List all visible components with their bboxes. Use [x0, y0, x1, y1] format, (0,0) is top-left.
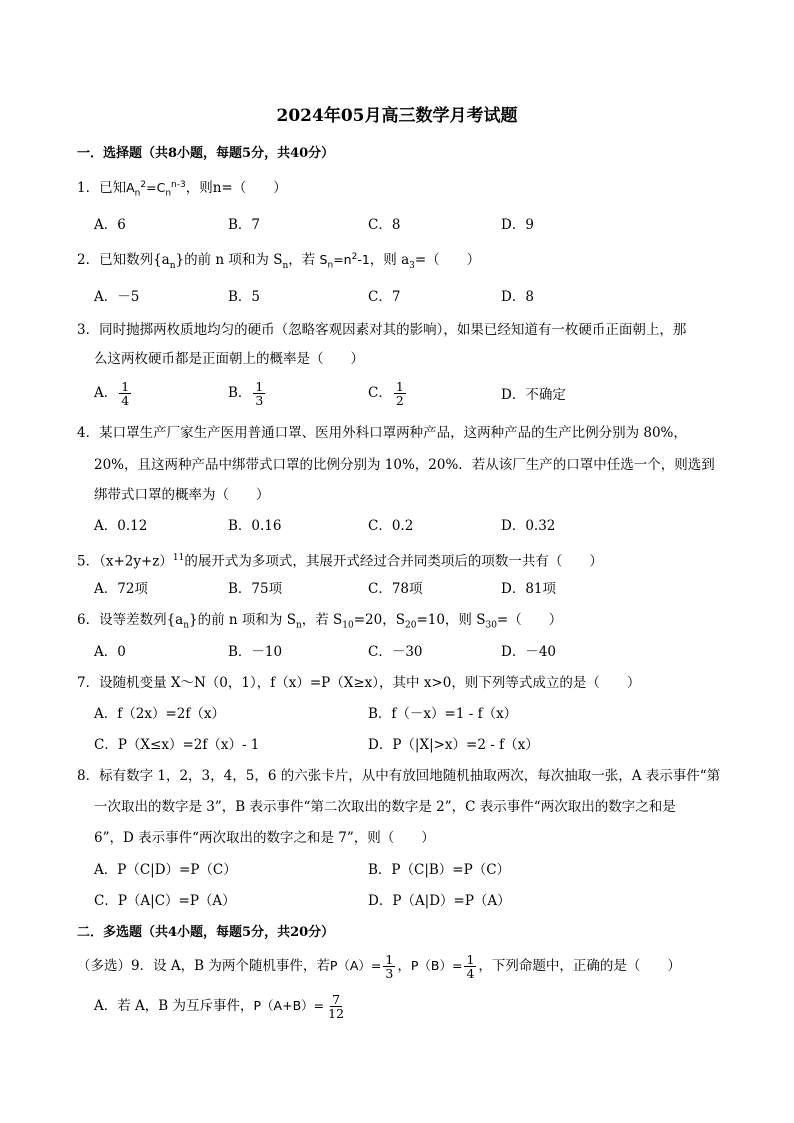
q3-option-c: C． $\frac{1}{2}$	[368, 379, 404, 408]
q3-option-d: D．不确定	[501, 387, 566, 403]
question-8-line-1: 8．标有数字 1，2，3，4，5，6 的六张卡片，从中有放回地随机抽取两次，每次抽取一张，A 表示事件“第	[77, 768, 721, 784]
q2-option-d: D．8	[501, 289, 534, 305]
q8-option-a: A．P（C|D）=P（C）	[94, 862, 237, 878]
q7-option-d: D．P（|X|>x）=2 - f（x）	[368, 737, 539, 753]
question-8-line-3: 6”，D 表示事件“两次取出的数字之和是 7”，则（ ）	[94, 830, 435, 846]
section-heading-single-choice: 一．选择题（共8小题，每题5分，共40分）	[77, 146, 335, 161]
question-3-line-2: 么这两枚硬币都是正面朝上的概率是（ ）	[94, 351, 364, 367]
q5-option-a: A．72项	[94, 581, 148, 597]
q6-option-b: B．－10	[228, 644, 283, 660]
question-7: 7．设随机变量 X～N（0，1），f（x）=P（X≥x），其中 x>0，则下列等式成立的是（ ）	[77, 675, 641, 691]
q4-option-d: D．0.32	[501, 518, 556, 534]
q4-option-b: B．0.16	[228, 518, 282, 534]
q1-option-a: A．6	[94, 217, 126, 233]
q7-option-a: A．f（2x）=2f（x）	[94, 706, 225, 722]
q5-option-d: D．81项	[501, 581, 557, 597]
q3-option-b: B． $\frac{1}{3}$	[228, 379, 264, 408]
question-3-line-1: 3．同时抛掷两枚质地均匀的硬币（忽略客观因素对其的影响），如果已经知道有一枚硬币正面朝上，那	[77, 322, 687, 338]
question-4-line-1: 4．某口罩生产厂家生产医用普通口罩、医用外科口罩两种产品，这两种产品的生产比例分别为 80%，	[77, 425, 687, 441]
question-5: 5．$(x+2y+z)^{11}$的展开式为多项式，其展开式经过合并同类项后的项数一共有（ ）	[77, 553, 603, 570]
q6-option-c: C．－30	[368, 644, 423, 660]
q1-option-c: C．8	[368, 217, 401, 233]
q2-option-b: B．5	[228, 289, 261, 305]
q2-option-a: A．－5	[94, 289, 140, 305]
q7-option-c: C．P（X≤x）=2f（x）- 1	[94, 737, 260, 753]
q7-option-b: B．f（－x）=1 - f（x）	[368, 706, 518, 722]
section-heading-multiple-choice: 二．多选题（共4小题，每题5分，共20分）	[77, 925, 335, 940]
q8-option-c: C．P（A|C）=P（A）	[94, 893, 236, 909]
question-8-line-2: 一次取出的数字是 3”，B 表示事件“第二次取出的数字是 2”，C 表示事件“两次取出的数字之和是	[94, 799, 676, 815]
q5-option-b: B．75项	[228, 581, 283, 597]
q5-option-c: C．78项	[368, 581, 423, 597]
q4-option-a: A．0.12	[94, 518, 148, 534]
page-title: 2024年05月高三数学月考试题	[276, 106, 518, 126]
q8-option-b: B．P（C|B）=P（C）	[368, 862, 511, 878]
question-2: 2．已知数列$\{a_n\}$的前 n 项和为 $S_n$，若 $S_n=n^2-1$，则 $a_3=$（ ）	[77, 252, 481, 271]
q3-option-a: A． $\frac{1}{4}$	[94, 379, 130, 408]
q1-option-d: D．9	[501, 217, 534, 233]
q2-option-c: C．7	[368, 289, 401, 305]
question-1: 1．已知$A_n^2=C_n^{n-3}$，则n=（ ）	[77, 180, 287, 199]
question-9: （多选）9．设 A，B 为两个随机事件，若P（A）= $\frac{1}{3}$ ，P（B）= $\frac{1}{4}$ ，下列命题中，正确的是（ ）	[77, 952, 681, 981]
q9-option-a: A．若 A，B 为互斥事件，P（A+B）= $\frac{7}{12}$	[94, 992, 345, 1021]
question-4-line-3: 绑带式口罩的概率为（ ）	[94, 487, 270, 503]
q6-option-d: D．－40	[501, 644, 557, 660]
q6-option-a: A．0	[94, 644, 126, 660]
question-6: 6．设等差数列$\{a_n\}$的前 n 项和为 $S_n$，若 $S_{10}=20$，$S_{20}=10$，则 $S_{30}=$（ ）	[77, 612, 563, 631]
question-4-line-2: 20%，且这两种产品中绑带式口罩的比例分别为 10%，20%．若从该厂生产的口罩中任选一个，则选到	[94, 457, 715, 473]
q1-option-b: B．7	[228, 217, 261, 233]
q4-option-c: C．0.2	[368, 518, 414, 534]
q8-option-d: D．P（A|D）=P（A）	[368, 893, 511, 909]
